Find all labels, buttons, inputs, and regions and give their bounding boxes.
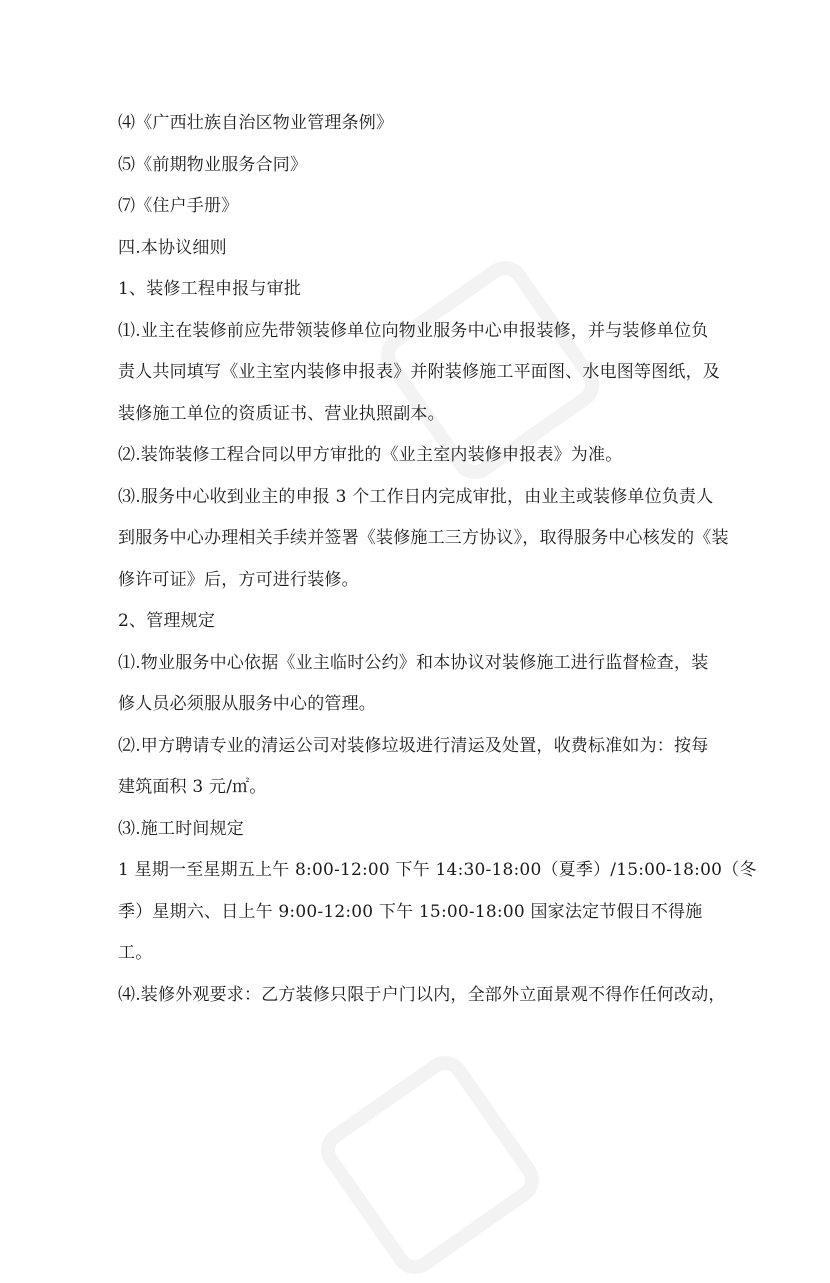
- text-line: ⑵.装饰装修工程合同以甲方审批的《业主室内装修申报表》为准。: [118, 445, 623, 465]
- text-line: ⑷《广西壮族自治区物业管理条例》: [118, 113, 394, 133]
- text-line: ⑴.业主在装修前应先带领装修单位向物业服务中心申报装修，并与装修单位负: [118, 320, 709, 341]
- text-line: 装修施工单位的资质证书、营业执照副本。: [118, 403, 445, 424]
- text-line: 工。: [118, 943, 153, 963]
- text-line: 修人员必须服从服务中心的管理。: [118, 694, 376, 714]
- text-line: 1 星期一至星期五上午 8:00-12:00 下午 14:30-18:00（夏季）/15:00-18:00（冬: [118, 860, 757, 880]
- text-line: ⑶.施工时间规定: [118, 818, 245, 839]
- text-line: 修许可证》后，方可进行装修。: [118, 569, 359, 590]
- text-line: 到服务中心办理相关手续并签署《装修施工三方协议》，取得服务中心核发的《装: [118, 528, 729, 548]
- text-line: 责人共同填写《业主室内装修申报表》并附装修施工平面图、水电图等图纸，及: [118, 362, 720, 382]
- text-line: ⑸《前期物业服务合同》: [118, 154, 308, 175]
- text-line: ⑵.甲方聘请专业的清运公司对装修垃圾进行清运及处置，收费标准如为：按每: [118, 735, 709, 756]
- document-body: [118, 103, 757, 1016]
- text-line: ⑺《住户手册》: [118, 196, 239, 216]
- text-line: ⑶.服务中心收到业主的申报 3 个工作日内完成审批，由业主或装修单位负责人: [118, 486, 714, 507]
- section-heading: 四.本协议细则: [118, 237, 227, 258]
- subsection-heading: 2、管理规定: [118, 611, 216, 631]
- text-line: 季）星期六、日上午 9:00-12:00 下午 15:00-18:00 国家法定节假日不得施: [118, 901, 703, 922]
- watermark: [312, 1047, 549, 1283]
- text-line: 建筑面积 3 元/㎡。: [118, 777, 267, 797]
- text-line: ⑷.装修外观要求：乙方装修只限于户门以内，全部外立面景观不得作任何改动，: [118, 984, 726, 1005]
- text-line: ⑴.物业服务中心依据《业主临时公约》和本协议对装修施工进行监督检查，装: [118, 652, 709, 673]
- subsection-heading: 1、装修工程申报与审批: [118, 279, 302, 299]
